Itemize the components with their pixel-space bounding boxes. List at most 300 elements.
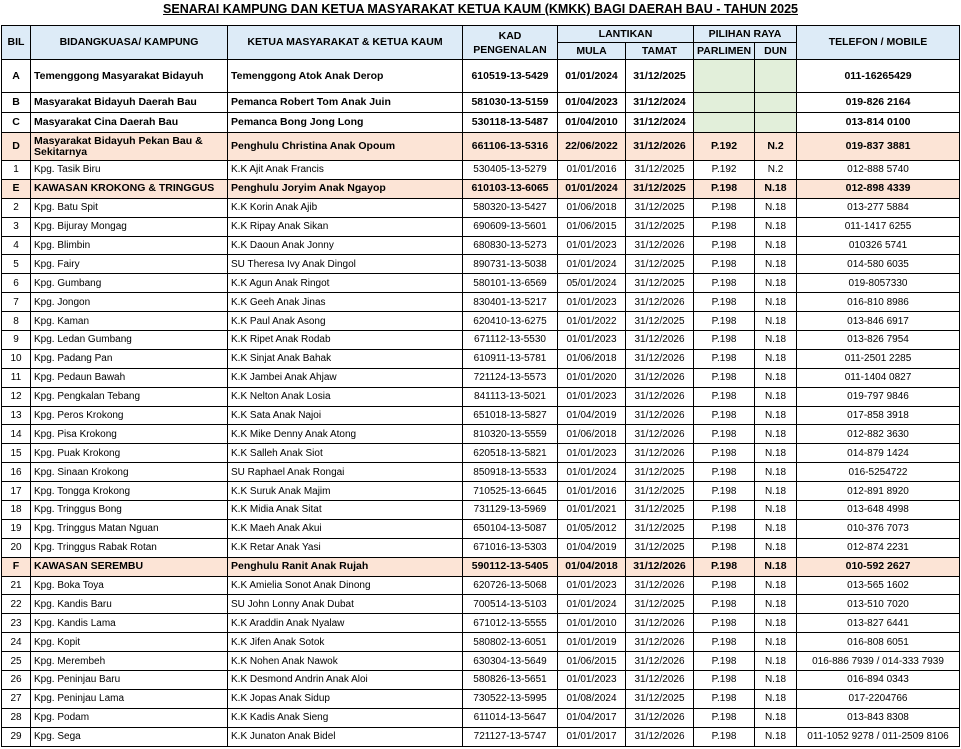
cell-ketua: K.K Agun Anak Ringot [228,274,463,293]
cell-parlimen: P.198 [694,274,755,293]
cell-ketua: K.K Desmond Andrin Anak Aloi [228,671,463,690]
cell-bil: 15 [2,444,31,463]
cell-parlimen: P.198 [694,179,755,198]
table-row [2,312,960,331]
table-row [2,255,960,274]
cell-parlimen: P.198 [694,708,755,727]
cell-kampung: Kpg. Podam [31,708,228,727]
table-row [2,179,960,198]
cell-bil: 8 [2,312,31,331]
cell-ketua: K.K Ajit Anak Francis [228,161,463,180]
cell-kad: 580320-13-5427 [463,198,558,217]
cell-mula: 01/01/2016 [558,482,626,501]
cell-bil: 9 [2,331,31,350]
cell-parlimen: P.192 [694,161,755,180]
cell-kampung: Kpg. Kandis Lama [31,614,228,633]
cell-bil: 11 [2,368,31,387]
cell-bil: 4 [2,236,31,255]
cell-tamat: 31/12/2025 [626,689,694,708]
cell-parlimen: P.198 [694,538,755,557]
cell-telefon: 012-891 8920 [797,482,960,501]
cell-kad: 620410-13-6275 [463,312,558,331]
cell-tamat: 31/12/2025 [626,595,694,614]
cell-parlimen: P.198 [694,727,755,746]
cell-bil: 25 [2,652,31,671]
cell-ketua: K.K Sata Anak Najoi [228,406,463,425]
table-body [2,60,960,747]
cell-mula: 01/06/2018 [558,425,626,444]
cell-parlimen: P.198 [694,671,755,690]
cell-kampung: Kpg. Pengkalan Tebang [31,387,228,406]
cell-kad: 610103-13-6065 [463,179,558,198]
table-row [2,482,960,501]
cell-tamat: 31/12/2025 [626,312,694,331]
cell-kampung: Kpg. Batu Spit [31,198,228,217]
cell-kad: 671112-13-5530 [463,331,558,350]
cell-parlimen [694,113,755,133]
cell-mula: 22/06/2022 [558,133,626,161]
cell-tamat: 31/12/2025 [626,463,694,482]
cell-kampung: Kpg. Kopit [31,633,228,652]
cell-tamat: 31/12/2026 [626,614,694,633]
cell-ketua: K.K Paul Anak Asong [228,312,463,331]
table-row [2,113,960,133]
cell-kad: 731129-13-5969 [463,501,558,520]
cell-dun: N.18 [755,236,797,255]
cell-mula: 01/06/2015 [558,217,626,236]
cell-telefon: 016-808 6051 [797,633,960,652]
cell-bil: 13 [2,406,31,425]
cell-dun: N.18 [755,614,797,633]
cell-kad: 650104-13-5087 [463,519,558,538]
cell-bil: 2 [2,198,31,217]
cell-kad: 680830-13-5273 [463,236,558,255]
cell-mula: 01/04/2023 [558,93,626,113]
cell-ketua: K.K Midia Anak Sitat [228,501,463,520]
table-row [2,501,960,520]
table-row [2,293,960,312]
cell-kad: 581030-13-5159 [463,93,558,113]
cell-kad: 690609-13-5601 [463,217,558,236]
cell-ketua: K.K Geeh Anak Jinas [228,293,463,312]
cell-tamat: 31/12/2026 [626,349,694,368]
cell-bil: 24 [2,633,31,652]
cell-kad: 661106-13-5316 [463,133,558,161]
cell-parlimen: P.198 [694,217,755,236]
cell-bil: B [2,93,31,113]
cell-tamat: 31/12/2026 [626,293,694,312]
cell-bil: 29 [2,727,31,746]
cell-parlimen: P.198 [694,406,755,425]
cell-parlimen: P.198 [694,349,755,368]
cell-dun: N.18 [755,482,797,501]
table-row [2,368,960,387]
cell-bil: 18 [2,501,31,520]
cell-tamat: 31/12/2026 [626,387,694,406]
cell-telefon: 011-1404 0827 [797,368,960,387]
cell-mula: 01/01/2023 [558,331,626,350]
cell-ketua: K.K Sinjat Anak Bahak [228,349,463,368]
table-row [2,671,960,690]
cell-bil: 16 [2,463,31,482]
cell-bil: 23 [2,614,31,633]
cell-dun: N.18 [755,595,797,614]
cell-ketua: K.K Daoun Anak Jonny [228,236,463,255]
cell-telefon: 010326 5741 [797,236,960,255]
cell-parlimen: P.198 [694,576,755,595]
cell-telefon: 013-648 4998 [797,501,960,520]
cell-mula: 01/01/2020 [558,368,626,387]
cell-kampung: Kpg. Kaman [31,312,228,331]
cell-ketua: K.K Mike Denny Anak Atong [228,425,463,444]
cell-parlimen: P.198 [694,293,755,312]
cell-dun: N.2 [755,161,797,180]
cell-bil: 20 [2,538,31,557]
cell-kampung: Masyarakat Cina Daerah Bau [31,113,228,133]
cell-bil: E [2,179,31,198]
cell-kad: 530405-13-5279 [463,161,558,180]
cell-dun: N.18 [755,652,797,671]
cell-ketua: K.K Jopas Anak Sidup [228,689,463,708]
table-row [2,161,960,180]
cell-telefon: 013-846 6917 [797,312,960,331]
table-row [2,652,960,671]
cell-kad: 841113-13-5021 [463,387,558,406]
cell-ketua: SU Theresa Ivy Anak Dingol [228,255,463,274]
cell-parlimen: P.198 [694,652,755,671]
cell-ketua: K.K Korin Anak Ajib [228,198,463,217]
cell-tamat: 31/12/2024 [626,93,694,113]
cell-ketua: K.K Ripay Anak Sikan [228,217,463,236]
cell-telefon: 013-277 5884 [797,198,960,217]
cell-tamat: 31/12/2026 [626,671,694,690]
cell-kad: 590112-13-5405 [463,557,558,576]
cell-parlimen: P.198 [694,255,755,274]
cell-kad: 630304-13-5649 [463,652,558,671]
table-row [2,349,960,368]
table-row [2,576,960,595]
cell-tamat: 31/12/2024 [626,113,694,133]
cell-parlimen: P.198 [694,463,755,482]
cell-mula: 01/04/2017 [558,708,626,727]
cell-kampung: Kpg. Blimbin [31,236,228,255]
cell-mula: 01/01/2024 [558,255,626,274]
cell-dun: N.18 [755,349,797,368]
cell-kad: 611014-13-5647 [463,708,558,727]
cell-kampung: Kpg. Tongga Krokong [31,482,228,501]
cell-bil: 27 [2,689,31,708]
table-row [2,538,960,557]
cell-telefon: 019-837 3881 [797,133,960,161]
cell-tamat: 31/12/2025 [626,60,694,93]
cell-parlimen: P.192 [694,133,755,161]
cell-telefon: 010-592 2627 [797,557,960,576]
cell-kampung: Kpg. Tasik Biru [31,161,228,180]
cell-mula: 01/01/2017 [558,727,626,746]
cell-bil: 21 [2,576,31,595]
cell-telefon: 016-810 8986 [797,293,960,312]
table-row [2,274,960,293]
cell-telefon: 019-826 2164 [797,93,960,113]
cell-kad: 580101-13-6569 [463,274,558,293]
cell-dun: N.18 [755,557,797,576]
cell-kampung: Kpg. Ledan Gumbang [31,331,228,350]
table-row [2,557,960,576]
cell-ketua: K.K Jifen Anak Sotok [228,633,463,652]
cell-kampung: Masyarakat Bidayuh Pekan Bau & Sekitarnya [31,133,228,161]
table-row [2,463,960,482]
cell-parlimen [694,60,755,93]
cell-kampung: Kpg. Puak Krokong [31,444,228,463]
cell-kampung: Kpg. Peninjau Lama [31,689,228,708]
cell-ketua: K.K Retar Anak Yasi [228,538,463,557]
cell-dun: N.18 [755,368,797,387]
cell-tamat: 31/12/2026 [626,727,694,746]
cell-ketua: K.K Ripet Anak Rodab [228,331,463,350]
cell-kampung: Kpg. Tringgus Matan Nguan [31,519,228,538]
cell-kad: 620518-13-5821 [463,444,558,463]
cell-telefon: 013-826 7954 [797,331,960,350]
cell-mula: 01/01/2023 [558,671,626,690]
cell-parlimen: P.198 [694,501,755,520]
cell-ketua: Pemanca Robert Tom Anak Juin [228,93,463,113]
header-pilihan-raya: PILIHAN RAYA [694,26,797,43]
cell-kampung: Kpg. Peninjau Baru [31,671,228,690]
cell-mula: 01/01/2021 [558,501,626,520]
cell-ketua: K.K Nelton Anak Losia [228,387,463,406]
cell-dun: N.18 [755,293,797,312]
cell-bil: F [2,557,31,576]
cell-kampung: Kpg. Pisa Krokong [31,425,228,444]
cell-mula: 01/04/2019 [558,538,626,557]
cell-kampung: Kpg. Jongon [31,293,228,312]
cell-mula: 01/01/2024 [558,179,626,198]
cell-dun: N.18 [755,387,797,406]
table-row [2,708,960,727]
cell-tamat: 31/12/2025 [626,217,694,236]
cell-bil: 12 [2,387,31,406]
cell-kampung: Temenggong Masyarakat Bidayuh [31,60,228,93]
cell-parlimen: P.198 [694,368,755,387]
cell-mula: 01/01/2023 [558,387,626,406]
cell-ketua: K.K Nohen Anak Nawok [228,652,463,671]
cell-dun: N.18 [755,179,797,198]
cell-kampung: Kpg. Pedaun Bawah [31,368,228,387]
cell-bil: 7 [2,293,31,312]
header-mula: MULA [558,43,626,60]
cell-telefon: 019-797 9846 [797,387,960,406]
cell-dun: N.18 [755,331,797,350]
cell-bil: 6 [2,274,31,293]
cell-kad: 620726-13-5068 [463,576,558,595]
cell-ketua: SU Raphael Anak Rongai [228,463,463,482]
cell-mula: 01/05/2012 [558,519,626,538]
header-tamat: TAMAT [626,43,694,60]
table-row [2,519,960,538]
cell-kad: 700514-13-5103 [463,595,558,614]
cell-dun: N.18 [755,425,797,444]
cell-bil: 17 [2,482,31,501]
cell-kampung: Kpg. Padang Pan [31,349,228,368]
cell-ketua: Penghulu Ranit Anak Rujah [228,557,463,576]
cell-parlimen: P.198 [694,595,755,614]
cell-ketua: K.K Amielia Sonot Anak Dinong [228,576,463,595]
cell-telefon: 012-888 5740 [797,161,960,180]
table-row [2,217,960,236]
table-row [2,133,960,161]
cell-dun: N.18 [755,501,797,520]
cell-mula: 01/01/2016 [558,161,626,180]
cell-tamat: 31/12/2025 [626,179,694,198]
cell-tamat: 31/12/2025 [626,482,694,501]
cell-telefon: 011-16265429 [797,60,960,93]
cell-ketua: Pemanca Bong Jong Long [228,113,463,133]
cell-parlimen: P.198 [694,198,755,217]
cell-telefon: 014-580 6035 [797,255,960,274]
cell-telefon: 016-5254722 [797,463,960,482]
cell-mula: 01/04/2018 [558,557,626,576]
cell-ketua: K.K Araddin Anak Nyalaw [228,614,463,633]
cell-ketua: K.K Jambei Anak Ahjaw [228,368,463,387]
header-parlimen: PARLIMEN [694,43,755,60]
table-row [2,198,960,217]
cell-telefon: 012-898 4339 [797,179,960,198]
cell-ketua: K.K Maeh Anak Akui [228,519,463,538]
cell-kampung: Kpg. Gumbang [31,274,228,293]
cell-telefon: 014-879 1424 [797,444,960,463]
cell-dun: N.18 [755,708,797,727]
cell-bil: 1 [2,161,31,180]
cell-telefon: 017-2204766 [797,689,960,708]
cell-mula: 01/01/2024 [558,595,626,614]
cell-parlimen: P.198 [694,633,755,652]
kmkk-table [1,25,960,747]
cell-telefon: 016-886 7939 / 014-333 7939 [797,652,960,671]
table-row [2,236,960,255]
header-bil: BIL [2,26,31,60]
cell-parlimen: P.198 [694,387,755,406]
cell-tamat: 31/12/2026 [626,652,694,671]
cell-bil: 3 [2,217,31,236]
cell-mula: 01/06/2015 [558,652,626,671]
cell-mula: 01/01/2024 [558,463,626,482]
cell-kad: 721127-13-5747 [463,727,558,746]
table-row [2,689,960,708]
cell-kad: 810320-13-5559 [463,425,558,444]
table-row [2,595,960,614]
header-lantikan: LANTIKAN [558,26,694,43]
cell-dun: N.18 [755,689,797,708]
cell-dun: N.18 [755,444,797,463]
cell-ketua: Temenggong Atok Anak Derop [228,60,463,93]
table-row [2,727,960,746]
cell-mula: 01/01/2023 [558,444,626,463]
cell-ketua: Penghulu Christina Anak Opoum [228,133,463,161]
page-title: SENARAI KAMPUNG DAN KETUA MASYARAKAT KETUA KAUM (KMKK) BAGI DAERAH BAU - TAHUN 2025 [163,2,798,16]
table-row [2,93,960,113]
cell-mula: 01/01/2022 [558,312,626,331]
cell-kampung: KAWASAN SEREMBU [31,557,228,576]
cell-tamat: 31/12/2026 [626,576,694,595]
table-row [2,444,960,463]
header-dun: DUN [755,43,797,60]
cell-telefon: 012-882 3630 [797,425,960,444]
cell-dun [755,93,797,113]
table-row [2,331,960,350]
cell-mula: 01/06/2018 [558,198,626,217]
cell-dun: N.2 [755,133,797,161]
cell-tamat: 31/12/2025 [626,198,694,217]
cell-tamat: 31/12/2025 [626,519,694,538]
cell-telefon: 010-376 7073 [797,519,960,538]
cell-tamat: 31/12/2026 [626,708,694,727]
cell-ketua: SU John Lonny Anak Dubat [228,595,463,614]
cell-bil: 19 [2,519,31,538]
table-row [2,406,960,425]
cell-kad: 730522-13-5995 [463,689,558,708]
cell-dun: N.18 [755,576,797,595]
cell-bil: 5 [2,255,31,274]
cell-parlimen: P.198 [694,444,755,463]
cell-parlimen: P.198 [694,519,755,538]
header-kampung: BIDANGKUASA/ KAMPUNG [31,26,228,60]
cell-tamat: 31/12/2026 [626,444,694,463]
cell-ketua: K.K Kadis Anak Sieng [228,708,463,727]
cell-mula: 01/01/2010 [558,614,626,633]
cell-tamat: 31/12/2026 [626,368,694,387]
cell-kad: 651018-13-5827 [463,406,558,425]
cell-parlimen: P.198 [694,312,755,331]
cell-kad: 580826-13-5651 [463,671,558,690]
cell-parlimen [694,93,755,113]
header-ketua: KETUA MASYARAKAT & KETUA KAUM [228,26,463,60]
table-row [2,60,960,93]
cell-mula: 01/04/2019 [558,406,626,425]
cell-telefon: 013-510 7020 [797,595,960,614]
cell-tamat: 31/12/2026 [626,557,694,576]
cell-tamat: 31/12/2026 [626,236,694,255]
cell-tamat: 31/12/2025 [626,255,694,274]
cell-tamat: 31/12/2026 [626,406,694,425]
cell-telefon: 017-858 3918 [797,406,960,425]
cell-kampung: Kpg. Fairy [31,255,228,274]
cell-bil: A [2,60,31,93]
cell-telefon: 019-8057330 [797,274,960,293]
cell-telefon: 011-1052 9278 / 011-2509 8106 [797,727,960,746]
table-row [2,425,960,444]
cell-kampung: Kpg. Sinaan Krokong [31,463,228,482]
cell-parlimen: P.198 [694,689,755,708]
cell-tamat: 31/12/2026 [626,133,694,161]
cell-parlimen: P.198 [694,425,755,444]
cell-dun [755,113,797,133]
cell-dun: N.18 [755,727,797,746]
cell-telefon: 013-843 8308 [797,708,960,727]
cell-dun: N.18 [755,217,797,236]
cell-mula: 01/01/2023 [558,293,626,312]
cell-kad: 671012-13-5555 [463,614,558,633]
cell-telefon: 011-2501 2285 [797,349,960,368]
table-row [2,387,960,406]
cell-kad: 610911-13-5781 [463,349,558,368]
cell-mula: 01/01/2023 [558,236,626,255]
cell-telefon: 016-894 0343 [797,671,960,690]
cell-dun [755,60,797,93]
cell-kampung: Kpg. Boka Toya [31,576,228,595]
cell-dun: N.18 [755,198,797,217]
cell-mula: 01/01/2023 [558,576,626,595]
cell-tamat: 31/12/2025 [626,274,694,293]
